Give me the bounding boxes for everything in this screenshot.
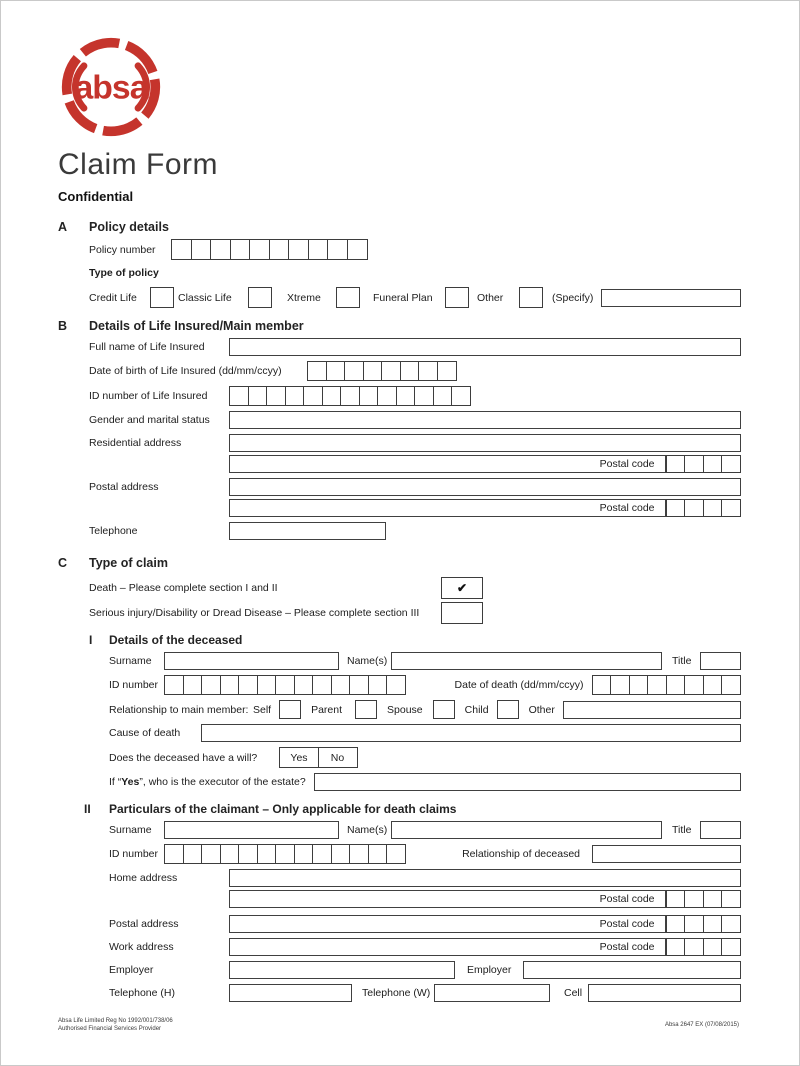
char-cell[interactable] bbox=[666, 890, 686, 908]
will-no-option[interactable]: No bbox=[318, 747, 358, 768]
full-name-label: Full name of Life Insured bbox=[89, 341, 205, 353]
classic-life-label: Classic Life bbox=[178, 291, 232, 304]
footer-form-code: Absa 2647 EX (07/08/2015) bbox=[664, 1021, 739, 1028]
credit-life-checkbox[interactable] bbox=[150, 287, 174, 308]
cause-of-death-label: Cause of death bbox=[109, 727, 181, 739]
char-cell[interactable] bbox=[610, 675, 630, 695]
deceased-names-input[interactable] bbox=[391, 652, 662, 670]
rel-other-input[interactable] bbox=[563, 701, 741, 719]
telephone-label-b: Telephone bbox=[89, 525, 138, 537]
subsection-2-title: Particulars of the claimant – Only applicable for death claims bbox=[109, 802, 457, 816]
claimant-postal-address-label: Postal address bbox=[109, 918, 179, 930]
gender-label: Gender and marital status bbox=[89, 414, 210, 426]
char-cell[interactable] bbox=[349, 844, 369, 864]
char-cell[interactable] bbox=[592, 675, 612, 695]
char-cell[interactable] bbox=[368, 675, 388, 695]
section-b-letter: B bbox=[58, 319, 68, 333]
relationship-of-deceased-input[interactable] bbox=[592, 845, 741, 863]
char-cell[interactable] bbox=[201, 675, 221, 695]
char-cell[interactable] bbox=[303, 386, 323, 406]
section-a-header bbox=[58, 220, 741, 234]
char-cell[interactable] bbox=[381, 361, 401, 381]
rel-parent-label: Parent bbox=[311, 703, 343, 716]
residential-address-label: Residential address bbox=[89, 437, 182, 449]
char-cell[interactable] bbox=[191, 239, 212, 260]
char-cell[interactable] bbox=[347, 239, 368, 260]
claimant-postal-address-row bbox=[109, 915, 741, 933]
char-cell[interactable] bbox=[684, 675, 704, 695]
char-cell[interactable] bbox=[322, 386, 342, 406]
home-address-label: Home address bbox=[109, 872, 178, 884]
subsection-2-header bbox=[84, 802, 741, 816]
gender-input[interactable] bbox=[229, 411, 741, 429]
residential-address-row bbox=[89, 434, 741, 473]
char-cell[interactable] bbox=[400, 361, 420, 381]
char-cell[interactable] bbox=[684, 915, 704, 933]
char-cell[interactable] bbox=[666, 455, 686, 473]
confidential-label: Confidential bbox=[58, 189, 134, 204]
char-cell[interactable] bbox=[248, 386, 268, 406]
residential-address-fields bbox=[229, 434, 741, 473]
claimant-names-input[interactable] bbox=[391, 821, 662, 839]
home-address-fields bbox=[229, 869, 741, 908]
policy-number-label: Policy number bbox=[89, 243, 156, 256]
char-cell[interactable] bbox=[721, 938, 741, 956]
residential-address-line2-input[interactable] bbox=[229, 455, 666, 473]
cell-label: Cell bbox=[564, 987, 583, 999]
char-cell[interactable] bbox=[703, 890, 723, 908]
residential-postal-code-label: Postal code bbox=[599, 458, 655, 470]
form-content bbox=[58, 1, 741, 1002]
deceased-surname-row bbox=[109, 652, 741, 670]
postal-address-fields-b bbox=[229, 478, 741, 517]
postal-address-postal-code-input[interactable] bbox=[666, 499, 742, 517]
policy-number-row bbox=[89, 239, 741, 260]
char-cell[interactable] bbox=[312, 844, 332, 864]
char-cell[interactable] bbox=[275, 675, 295, 695]
char-cell[interactable] bbox=[386, 844, 406, 864]
subsection-1-title: Details of the deceased bbox=[109, 633, 243, 647]
char-cell[interactable] bbox=[285, 386, 305, 406]
employer-input-2[interactable] bbox=[523, 961, 741, 979]
deceased-surname-label: Surname bbox=[109, 655, 152, 667]
section-c-header bbox=[58, 556, 741, 570]
funeral-plan-checkbox[interactable] bbox=[445, 287, 469, 308]
char-cell[interactable] bbox=[721, 455, 741, 473]
claimant-surname-input[interactable] bbox=[164, 821, 339, 839]
serious-injury-checkbox[interactable] bbox=[441, 602, 483, 624]
rel-self-checkbox[interactable] bbox=[279, 700, 301, 719]
rel-spouse-label: Spouse bbox=[387, 703, 423, 716]
deceased-surname-input[interactable] bbox=[164, 652, 339, 670]
other-policy-checkbox[interactable] bbox=[519, 287, 543, 308]
telephone-row-b bbox=[89, 522, 741, 540]
executor-row bbox=[109, 773, 741, 791]
death-claim-label: Death – Please complete section I and II bbox=[89, 582, 278, 594]
relationship-row bbox=[109, 700, 741, 719]
postal-address-postal-code-label: Postal code bbox=[599, 502, 655, 514]
char-cell[interactable] bbox=[183, 844, 203, 864]
char-cell[interactable] bbox=[629, 675, 649, 695]
cell-input[interactable] bbox=[588, 984, 741, 1002]
id-number-row-b bbox=[89, 386, 741, 406]
char-cell[interactable] bbox=[396, 386, 416, 406]
char-cell[interactable] bbox=[220, 844, 240, 864]
deceased-title-input[interactable] bbox=[700, 652, 741, 670]
char-cell[interactable] bbox=[666, 915, 686, 933]
telephone-input-b[interactable] bbox=[229, 522, 386, 540]
char-cell[interactable] bbox=[684, 890, 704, 908]
will-label: Does the deceased have a will? bbox=[109, 751, 258, 764]
char-cell[interactable] bbox=[327, 239, 348, 260]
work-address-input[interactable] bbox=[229, 938, 666, 956]
char-cell[interactable] bbox=[344, 361, 364, 381]
postal-address-row-b bbox=[89, 478, 741, 517]
deceased-id-row bbox=[109, 675, 741, 695]
telephone-h-input[interactable] bbox=[229, 984, 352, 1002]
full-name-input[interactable] bbox=[229, 338, 741, 356]
work-postal-code-label: Postal code bbox=[599, 941, 655, 953]
specify-label: (Specify) bbox=[552, 291, 594, 304]
char-cell[interactable] bbox=[377, 386, 397, 406]
char-cell[interactable] bbox=[164, 675, 184, 695]
gender-row bbox=[89, 411, 741, 429]
char-cell[interactable] bbox=[326, 361, 346, 381]
char-cell[interactable] bbox=[331, 675, 351, 695]
char-cell[interactable] bbox=[220, 675, 240, 695]
char-cell[interactable] bbox=[721, 915, 741, 933]
claimant-postal-code-label: Postal code bbox=[599, 918, 655, 930]
claimant-title-label: Title bbox=[672, 824, 692, 836]
work-postal-code-input[interactable] bbox=[666, 938, 742, 956]
date-of-death-label: Date of death (dd/mm/ccyy) bbox=[454, 679, 584, 691]
char-cell[interactable] bbox=[666, 675, 686, 695]
section-b-title: Details of Life Insured/Main member bbox=[89, 319, 304, 333]
char-cell[interactable] bbox=[308, 239, 329, 260]
rel-self-label: Self bbox=[253, 703, 272, 716]
claimant-postal-address-input[interactable] bbox=[229, 915, 666, 933]
work-address-row bbox=[109, 938, 741, 956]
char-cell[interactable] bbox=[210, 239, 231, 260]
char-cell[interactable] bbox=[721, 675, 741, 695]
executor-label: If “Yes”, who is the executor of the estate? bbox=[109, 776, 306, 788]
char-cell[interactable] bbox=[331, 844, 351, 864]
home-address-line2-input[interactable] bbox=[229, 890, 666, 908]
page-title: Claim Form bbox=[58, 148, 218, 181]
rel-other-label: Other bbox=[528, 703, 555, 716]
section-c-letter: C bbox=[58, 556, 68, 570]
char-cell[interactable] bbox=[307, 361, 327, 381]
char-cell[interactable] bbox=[294, 675, 314, 695]
char-cell[interactable] bbox=[359, 386, 379, 406]
serious-injury-row bbox=[89, 602, 741, 624]
classic-life-checkbox[interactable] bbox=[248, 287, 272, 308]
telephone-row bbox=[109, 984, 741, 1002]
footer-reg-line: Absa Life Limited Reg No 1992/001/738/06 bbox=[58, 1018, 173, 1024]
credit-life-label: Credit Life bbox=[89, 291, 137, 304]
subsection-1-numeral: I bbox=[89, 633, 93, 647]
id-number-label-b: ID number of Life Insured bbox=[89, 390, 208, 402]
cause-of-death-row bbox=[109, 724, 741, 742]
subsection-1-header bbox=[89, 633, 741, 647]
footer-left bbox=[58, 1018, 173, 1033]
deceased-id-input[interactable] bbox=[164, 675, 406, 695]
type-of-policy-row bbox=[89, 267, 741, 279]
char-cell[interactable] bbox=[414, 386, 434, 406]
char-cell[interactable] bbox=[666, 499, 686, 517]
char-cell[interactable] bbox=[368, 844, 388, 864]
char-cell[interactable] bbox=[201, 844, 221, 864]
xtreme-checkbox[interactable] bbox=[336, 287, 360, 308]
absa-logo-icon bbox=[58, 33, 164, 141]
claimant-surname-label: Surname bbox=[109, 824, 152, 836]
employer-label: Employer bbox=[109, 964, 154, 976]
home-address-row bbox=[109, 869, 741, 908]
char-cell[interactable] bbox=[269, 239, 290, 260]
char-cell[interactable] bbox=[349, 675, 369, 695]
char-cell[interactable] bbox=[238, 675, 258, 695]
home-postal-code-label: Postal code bbox=[599, 893, 655, 905]
will-yes-option[interactable]: Yes bbox=[279, 747, 319, 768]
specify-input[interactable] bbox=[601, 289, 741, 307]
date-of-death-input[interactable] bbox=[592, 675, 742, 695]
policy-number-input[interactable] bbox=[171, 239, 368, 260]
section-c-title: Type of claim bbox=[89, 556, 168, 570]
char-cell[interactable] bbox=[684, 938, 704, 956]
dob-row bbox=[89, 361, 741, 381]
rel-spouse-checkbox[interactable] bbox=[433, 700, 455, 719]
char-cell[interactable] bbox=[418, 361, 438, 381]
subsection-2-numeral: II bbox=[84, 802, 91, 816]
claimant-postal-code-input[interactable] bbox=[666, 915, 742, 933]
residential-postal-code-input[interactable] bbox=[666, 455, 742, 473]
id-number-input-b[interactable] bbox=[229, 386, 471, 406]
char-cell[interactable] bbox=[340, 386, 360, 406]
char-cell[interactable] bbox=[703, 675, 723, 695]
page-footer bbox=[58, 1018, 739, 1033]
cause-of-death-input[interactable] bbox=[201, 724, 741, 742]
rel-parent-checkbox[interactable] bbox=[355, 700, 377, 719]
char-cell[interactable] bbox=[266, 386, 286, 406]
checkmark-icon: ✔ bbox=[456, 581, 468, 595]
claimant-title-input[interactable] bbox=[700, 821, 741, 839]
char-cell[interactable] bbox=[386, 675, 406, 695]
char-cell[interactable] bbox=[294, 844, 314, 864]
footer-fsp-line: Authorised Financial Services Provider bbox=[58, 1025, 162, 1032]
char-cell[interactable] bbox=[721, 890, 741, 908]
type-of-policy-label: Type of policy bbox=[89, 267, 159, 279]
claimant-id-label: ID number bbox=[109, 848, 159, 860]
char-cell[interactable] bbox=[238, 844, 258, 864]
executor-input[interactable] bbox=[314, 773, 741, 791]
char-cell[interactable] bbox=[230, 239, 251, 260]
xtreme-label: Xtreme bbox=[287, 291, 321, 304]
deceased-title-label: Title bbox=[672, 655, 692, 667]
work-address-label: Work address bbox=[109, 941, 174, 953]
will-row bbox=[109, 747, 741, 768]
char-cell[interactable] bbox=[164, 844, 184, 864]
char-cell[interactable] bbox=[703, 915, 723, 933]
telephone-w-input[interactable] bbox=[434, 984, 550, 1002]
char-cell[interactable] bbox=[249, 239, 270, 260]
claimant-id-row bbox=[109, 844, 741, 864]
serious-injury-label: Serious injury/Disability or Dread Disease – Please complete section III bbox=[89, 607, 420, 619]
relationship-label: Relationship to main member: bbox=[109, 703, 249, 716]
dob-label: Date of birth of Life Insured (dd/mm/ccyy) bbox=[89, 365, 282, 377]
claimant-names-label: Name(s) bbox=[347, 824, 388, 836]
residential-address-line1-input[interactable] bbox=[229, 434, 741, 452]
employer-row bbox=[109, 961, 741, 979]
char-cell[interactable] bbox=[171, 239, 192, 260]
char-cell[interactable] bbox=[647, 675, 667, 695]
char-cell[interactable] bbox=[275, 844, 295, 864]
absa-wordmark: absa bbox=[74, 68, 148, 107]
postal-address-line2-input[interactable] bbox=[229, 499, 666, 517]
funeral-plan-label: Funeral Plan bbox=[373, 291, 433, 304]
full-name-row bbox=[89, 338, 741, 356]
relationship-of-deceased-label: Relationship of deceased bbox=[462, 848, 580, 860]
rel-child-label: Child bbox=[464, 703, 489, 716]
dob-input[interactable] bbox=[307, 361, 457, 381]
char-cell[interactable] bbox=[684, 499, 704, 517]
char-cell[interactable] bbox=[703, 499, 723, 517]
claimant-surname-row bbox=[109, 821, 741, 839]
section-a-title: Policy details bbox=[89, 220, 169, 234]
char-cell[interactable] bbox=[437, 361, 457, 381]
employer-input-1[interactable] bbox=[229, 961, 455, 979]
section-b-header bbox=[58, 319, 741, 333]
char-cell[interactable] bbox=[363, 361, 383, 381]
deceased-id-label: ID number bbox=[109, 679, 159, 691]
deceased-names-label: Name(s) bbox=[347, 655, 388, 667]
claimant-id-input[interactable] bbox=[164, 844, 406, 864]
postal-address-line1-input[interactable] bbox=[229, 478, 741, 496]
home-address-line1-input[interactable] bbox=[229, 869, 741, 887]
char-cell[interactable] bbox=[183, 675, 203, 695]
death-claim-row bbox=[89, 577, 741, 599]
policy-options-row bbox=[89, 287, 741, 308]
char-cell[interactable] bbox=[229, 386, 249, 406]
char-cell[interactable] bbox=[684, 455, 704, 473]
home-postal-code-input[interactable] bbox=[666, 890, 742, 908]
char-cell[interactable] bbox=[257, 675, 277, 695]
char-cell[interactable] bbox=[703, 938, 723, 956]
postal-address-label-b: Postal address bbox=[89, 481, 159, 493]
telephone-h-label: Telephone (H) bbox=[109, 987, 175, 999]
char-cell[interactable] bbox=[666, 938, 686, 956]
will-yesno-group bbox=[279, 747, 358, 768]
section-a-letter: A bbox=[58, 220, 68, 234]
char-cell[interactable] bbox=[433, 386, 453, 406]
telephone-w-label: Telephone (W) bbox=[362, 987, 431, 999]
rel-child-checkbox[interactable] bbox=[497, 700, 519, 719]
char-cell[interactable] bbox=[721, 499, 741, 517]
char-cell[interactable] bbox=[451, 386, 471, 406]
char-cell[interactable] bbox=[257, 844, 277, 864]
char-cell[interactable] bbox=[312, 675, 332, 695]
death-claim-checkbox[interactable] bbox=[441, 577, 483, 599]
char-cell[interactable] bbox=[703, 455, 723, 473]
other-policy-label: Other bbox=[477, 291, 504, 304]
employer-label-2: Employer bbox=[467, 964, 512, 976]
char-cell[interactable] bbox=[288, 239, 309, 260]
